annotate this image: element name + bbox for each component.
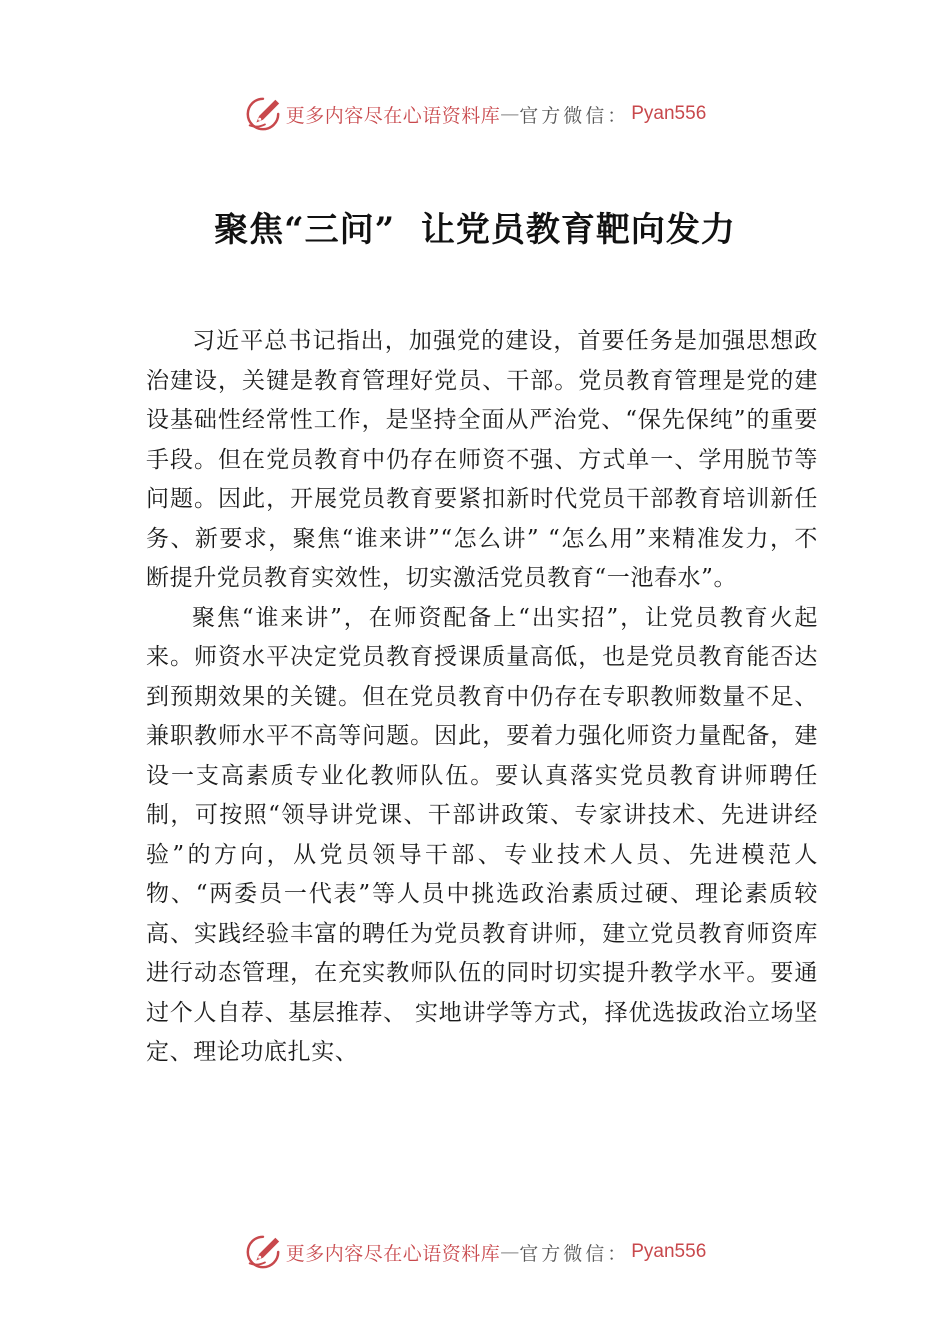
- watermark-wechat-label: 官方微信：: [519, 1242, 630, 1265]
- pen-nib-logo-icon: [244, 1233, 282, 1271]
- watermark-wechat-id: Pyan556: [631, 103, 707, 124]
- pen-nib-logo-icon: [244, 95, 282, 133]
- article-paragraph-2: 聚焦“谁来讲”，在师资配备上“出实招”，让党员教育火起来。师资水平决定党员教育授课质量高低，也是党员教育能否达到预期效果的关键。但在党员教育中仍存在专职教师数量不足、兼职教师水平不高等问题。因此，要着力强化师资力量配备，建设一支高素质专业化教师队伍。要认真落实党员教育讲师聘任制，可按照“领导讲党课、干部讲政策、专家讲技术、先进讲经验”的方向，从党员领导干部、专业技术人员、先进模范人物、“两委员一代表”等人员中挑选政治素质过硬、理论素质较高、实践经验丰富的聘任为党员教育讲师，建立党员教育师资库进行动态管理，在充实教师队伍的同时切实提升教学水平。要通过个人自荐、基层推荐、 实地讲学等方式，择优选拔政治立场坚定、理论功底扎实、: [146, 604, 818, 1065]
- watermark-footer: [0, 1230, 950, 1274]
- watermark-wechat-label: 官方微信：: [519, 104, 630, 127]
- watermark-dash: —: [500, 103, 520, 125]
- watermark-wechat-id: Pyan556: [631, 1241, 707, 1262]
- article-paragraph-1: 习近平总书记指出，加强党的建设，首要任务是加强思想政治建设，关键是教育管理好党员、干部。党员教育管理是党的建设基础性经常性工作，是坚持全面从严治党、“保先保纯”的重要手段。但在党员教育中仍存在师资不强、方式单一、学用脱节等问题。因此，开展党员教育要紧扣新时代党员干部教育培训新任务、新要求，聚焦“谁来讲”“怎么讲” “怎么用”来精准发力，不断提升党员教育实效性，切实激活党员教育“一池春水”。: [146, 328, 818, 591]
- article-title: 聚焦“三问” 让党员教育靶向发力: [214, 210, 736, 250]
- article-body: [146, 322, 818, 1073]
- watermark-dash: —: [500, 1241, 520, 1263]
- watermark-header: [0, 92, 950, 136]
- watermark-brand-text: 更多内容尽在心语资料库: [285, 1242, 501, 1265]
- watermark-brand-text: 更多内容尽在心语资料库: [285, 104, 501, 127]
